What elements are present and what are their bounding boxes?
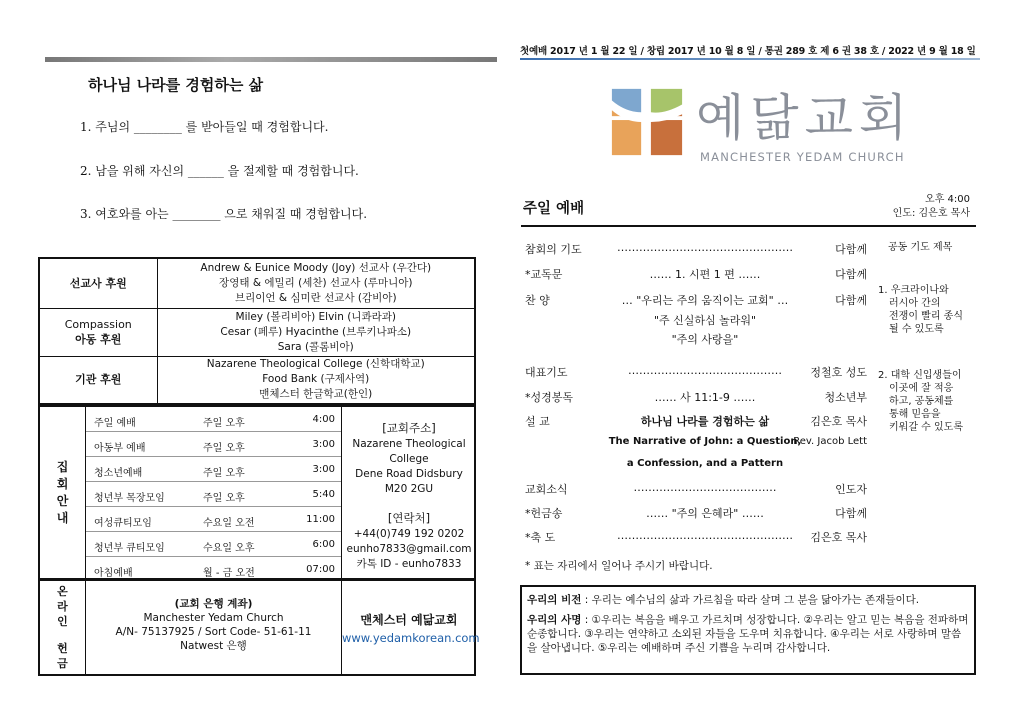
- prayer-line: 키워갈 수 있도록: [889, 422, 963, 433]
- order-leader: 김은호 목사: [810, 531, 867, 544]
- schedule-time: 3:00: [312, 464, 335, 475]
- label-char: 온: [57, 585, 68, 598]
- label-char: 헌: [57, 642, 68, 655]
- bank-account: [86, 581, 342, 674]
- compassion-heading-line: 아동 후원: [75, 333, 122, 346]
- order-detail: …… "주의 은혜라" ……: [646, 507, 764, 520]
- online-offering-label: [40, 581, 86, 674]
- missionary-line: Andrew & Eunice Moody (Joy) 선교사 (우간다): [200, 261, 432, 274]
- order-detail: The Narrative of John: a Question,: [608, 436, 802, 447]
- label-char: 안: [56, 493, 69, 508]
- church-logo-korean: 예닮교회: [696, 89, 914, 147]
- org-line: Nazarene Theological College (신학대학교): [206, 358, 425, 371]
- contact-heading: [연락처]: [387, 511, 431, 525]
- order-detail: "주의 사랑을": [671, 333, 739, 346]
- schedule-time: 4:00: [312, 414, 335, 425]
- schedule-name: 아동부 예배: [94, 443, 146, 454]
- service-title: 주일 예배: [523, 201, 585, 217]
- blank-question-2: 2. 남을 위해 자신의 ______ 을 절제할 때 경험합니다.: [80, 164, 359, 178]
- order-label: *성경봉독: [525, 391, 574, 404]
- worship-schedule-list: [86, 407, 342, 578]
- order-label: *헌금송: [525, 507, 563, 520]
- prayer-line: 통해 믿음을: [889, 409, 941, 420]
- prayer-line: 1. 우크라이나와: [878, 285, 949, 296]
- contact-kakao: 카톡 ID - eunho7833: [356, 558, 462, 570]
- schedule-time: 07:00: [306, 564, 335, 575]
- compassion-heading: [39, 308, 157, 356]
- label-char: 금: [57, 657, 68, 670]
- missionary-line: 장영태 & 에밀리 (세찬) 선교사 (루마니아): [219, 276, 413, 289]
- schedule-name: 여성큐티모임: [94, 518, 152, 529]
- order-detail: a Confession, and a Pattern: [626, 458, 784, 469]
- prayer-line: 이곳에 잘 적응: [889, 383, 954, 394]
- order-leader: 다함께: [835, 507, 867, 520]
- label-char: 집: [56, 459, 69, 474]
- prayer-line: 될 수 있도록: [889, 324, 944, 335]
- prayer-line: 러시아 간의: [889, 298, 941, 309]
- schedule-day: 주일 오후: [203, 468, 245, 479]
- order-leader: 인도자: [835, 483, 867, 496]
- order-leader: Rev. Jacob Lett: [793, 436, 867, 447]
- org-list: [157, 356, 475, 404]
- order-label: *축 도: [525, 531, 556, 544]
- compassion-heading-line: Compassion: [64, 318, 132, 331]
- order-detail: …………………………………: [633, 481, 777, 494]
- order-detail: …………………………………………: [617, 241, 793, 254]
- left-header-bar: [45, 57, 497, 62]
- service-meta: [880, 193, 970, 221]
- schedule-name: 아침예배: [94, 568, 133, 579]
- order-leader: 청소년부: [824, 391, 867, 404]
- prayer-line: 2. 대학 신입생들이: [878, 370, 962, 381]
- vision-label: 우리의 비전: [527, 594, 582, 606]
- schedule-day: 주일 오후: [203, 443, 245, 454]
- order-detail: …… 사 11:1-9 ……: [654, 391, 756, 404]
- schedule-name: 청년부 큐티모임: [94, 543, 165, 554]
- order-leader: 다함께: [835, 243, 867, 256]
- address-line: Dene Road Didsbury: [355, 468, 463, 480]
- worship-schedule-box: [38, 405, 476, 580]
- label-char: 인: [57, 615, 68, 628]
- schedule-row: [86, 432, 341, 457]
- support-table: [38, 257, 476, 405]
- church-website-link[interactable]: www.yedamkorean.com: [342, 631, 480, 645]
- schedule-time: 5:40: [312, 489, 335, 500]
- schedule-row: [86, 457, 341, 482]
- missionary-list: [157, 258, 475, 308]
- org-line: Food Bank (구제사역): [262, 373, 370, 386]
- schedule-time: 6:00: [312, 539, 335, 550]
- schedule-day: 수요일 오전: [203, 518, 255, 529]
- schedule-time: 3:00: [312, 439, 335, 450]
- order-leader: 정철호 성도: [810, 366, 867, 379]
- vision-text: : 우리는 예수님의 삶과 가르침을 따라 살며 그 분을 닮아가는 존재들이다.: [581, 594, 920, 606]
- bank-line: A/N- 75137925 / Sort Code- 51-61-11: [115, 626, 312, 638]
- header-rule: [520, 58, 980, 60]
- standing-note: * 표는 자리에서 일어나 주시기 바랍니다.: [525, 560, 713, 572]
- church-name-box: [342, 581, 480, 674]
- contact-email: eunho7833@gmail.com: [346, 543, 472, 555]
- schedule-day: 수요일 오후: [203, 543, 255, 554]
- compassion-line: Sara (콜롬비아): [277, 340, 354, 353]
- mission-label: 우리의 사명: [527, 614, 582, 626]
- order-label: 설 교: [525, 415, 550, 428]
- org-support-heading: 기관 후원: [39, 356, 157, 404]
- bank-line: Natwest 은행: [180, 640, 247, 652]
- missionary-support-heading: 선교사 후원: [39, 258, 157, 308]
- blank-question-1: 1. 주님의 ________ 를 받아들일 때 경험합니다.: [80, 120, 329, 134]
- order-detail: ……………………………………: [628, 364, 782, 377]
- prayer-title: 공동 기도 제목: [888, 242, 953, 253]
- order-label: 대표기도: [525, 366, 568, 379]
- order-label: 참회의 기도: [525, 243, 582, 256]
- label-char: 회: [56, 476, 69, 491]
- worship-schedule-label: [40, 407, 86, 578]
- order-label: *교독문: [525, 268, 563, 281]
- church-name: 맨체스터 예닮교회: [360, 613, 458, 627]
- order-detail: … "우리는 주의 움직이는 교회" …: [621, 294, 789, 307]
- schedule-day: 주일 오후: [203, 418, 245, 429]
- address-heading: [교회주소]: [382, 421, 436, 435]
- mission-statement: [527, 613, 969, 655]
- online-offering-box: [38, 580, 480, 676]
- schedule-day: 월 - 금 오전: [203, 568, 255, 579]
- prayer-request-2: [878, 369, 963, 434]
- org-line: 맨체스터 한글학교(한인): [259, 388, 373, 401]
- schedule-row: [86, 507, 341, 532]
- church-logo-english: MANCHESTER YEDAM CHURCH: [700, 150, 905, 164]
- church-logo-icon: [608, 83, 686, 161]
- order-leader: 다함께: [835, 268, 867, 281]
- label-char: 라: [57, 600, 68, 613]
- vision-mission-box: [520, 585, 976, 675]
- prayer-request-1: [878, 284, 963, 336]
- sermon-title: 하나님 나라를 경험하는 삶: [88, 76, 264, 94]
- order-leader: 다함께: [835, 294, 867, 307]
- compassion-list: [157, 308, 475, 356]
- order-detail: "주 신실하심 놀라워": [653, 314, 757, 327]
- address-line: M20 2GU: [384, 483, 434, 495]
- address-line: Nazarene Theological College: [352, 438, 466, 465]
- bank-heading: (교회 은행 계좌): [174, 598, 253, 610]
- contact-phone: +44(0)749 192 0202: [353, 528, 465, 540]
- bulletin-issue-info: 첫예배 2017 년 1 월 22 일 / 창립 2017 년 10 월 8 일 / 통권 289 호 제 6 권 38 호 / 2022 년 9 월 18 일: [520, 46, 976, 57]
- schedule-row: [86, 407, 341, 432]
- vision-statement: [527, 593, 969, 607]
- schedule-name: 청소년예배: [94, 468, 143, 479]
- order-detail: 하나님 나라를 경험하는 삶: [640, 415, 770, 428]
- order-label: 교회소식: [525, 483, 568, 496]
- schedule-name: 주일 예배: [94, 418, 136, 429]
- schedule-time: 11:00: [306, 514, 335, 525]
- bank-line: Manchester Yedam Church: [143, 612, 284, 624]
- order-label: 찬 양: [525, 294, 550, 307]
- label-char: 내: [56, 510, 69, 525]
- mission-text: : ①우리는 복음을 배우고 가르치며 성장합니다. ②우리는 알고 믿는 복음을 전파하며 순종합니다. ③우리는 연약하고 소외된 자들을 도우며 치유합니다. ④우리는 서로 사랑하며 말씀을 살아냅니다. ⑤우리는 예배하며 주신 기쁨을 누리며 감사합니다.: [527, 614, 969, 654]
- prayer-line: 전쟁이 빨리 종식: [889, 311, 963, 322]
- schedule-row: [86, 557, 341, 582]
- schedule-row: [86, 482, 341, 507]
- order-leader: 김은호 목사: [810, 415, 867, 428]
- prayer-line: 하고, 공동체를: [889, 396, 954, 407]
- service-time: 오후 4:00: [925, 194, 970, 205]
- order-detail: …… 1. 시편 1 편 ……: [649, 268, 761, 281]
- missionary-line: 브리이언 & 심미란 선교사 (감비아): [234, 291, 397, 304]
- service-rule: [521, 225, 976, 227]
- church-address: [342, 407, 476, 578]
- compassion-line: Cesar (페루) Hyacinthe (브루키나파소): [220, 325, 412, 338]
- blank-question-3: 3. 여호와를 아는 ________ 으로 채워질 때 경험합니다.: [80, 207, 368, 221]
- schedule-row: [86, 532, 341, 557]
- service-leader: 인도: 김은호 목사: [892, 208, 970, 219]
- compassion-line: Miley (볼리비아) Elvin (니콰라과): [235, 310, 396, 323]
- schedule-day: 주일 오후: [203, 493, 245, 504]
- schedule-name: 청년부 목장모임: [94, 493, 165, 504]
- order-detail: …………………………………………: [617, 529, 793, 542]
